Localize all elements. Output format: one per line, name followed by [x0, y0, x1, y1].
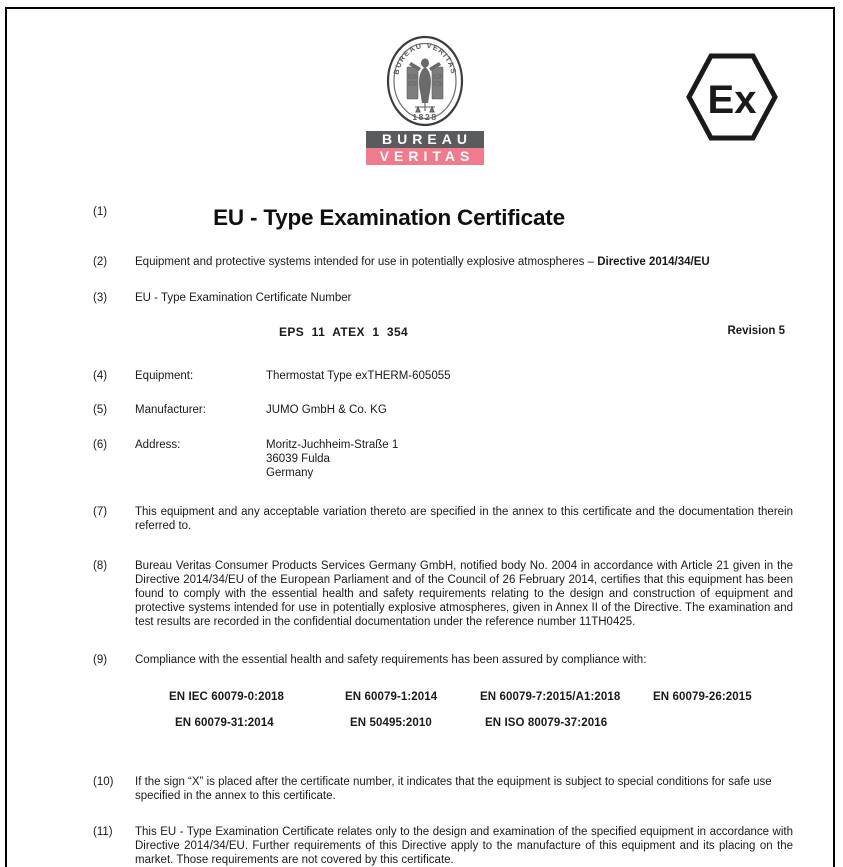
clause-9 [7, 653, 833, 667]
ex-mark-text: Ex [707, 78, 757, 122]
address-value [266, 438, 793, 480]
revision-label: Revision 5 [727, 325, 785, 337]
clause-7-number: (7) [93, 506, 108, 518]
address-label: Address: [135, 439, 181, 451]
standard-item: EN 60079-31:2014 [175, 717, 274, 729]
standard-item: EN 50495:2010 [350, 717, 432, 729]
wordmark-veritas: VERITAS [366, 148, 484, 165]
clause-10-text: If the sign “X” is placed after the certificate number, it indicates that the equipment is subject to special conditions for safe use specified in the annex to this certificate. [135, 776, 772, 802]
clause-5-number: (5) [93, 404, 108, 416]
clause-3-text: EU - Type Examination Certificate Number [135, 292, 352, 304]
clause-11-number: (11) [93, 826, 113, 838]
standard-item: EN ISO 80079-37:2016 [485, 717, 608, 729]
clause-2-text: Equipment and protective systems intended for use in potentially explosive atmospheres – [135, 256, 598, 268]
bureau-veritas-wordmark [366, 131, 484, 165]
document-header [7, 9, 833, 177]
clause-3 [7, 291, 833, 305]
seal-year-text: 1828 [411, 112, 438, 122]
clause-8 [7, 559, 833, 629]
clause-1 [7, 205, 833, 239]
address-city: 36039 Fulda [266, 453, 330, 465]
clause-4-number: (4) [93, 370, 108, 382]
page-title: EU - Type Examination Certificate [213, 205, 565, 230]
clause-11-text: This EU - Type Examination Certificate relates only to the design and examination of the specified equipment in accordance with Directive 2014/34/EU. Further requirements of this Directive apply to the manufacture of this equipment and its placing on the market. Those requirements are not covered by this certificate. [135, 826, 793, 866]
address-country: Germany [266, 467, 314, 479]
standards-row-2 [135, 717, 793, 743]
wordmark-bureau: BUREAU [366, 131, 484, 148]
clause-10-number: (10) [93, 776, 114, 788]
equipment-value: Thermostat Type exTHERM-605055 [266, 370, 451, 382]
atex-ex-hexagon-icon [685, 51, 779, 143]
clause-6-number: (6) [93, 439, 108, 451]
standard-item: EN 60079-7:2015/A1:2018 [480, 691, 621, 703]
standard-item: EN 60079-1:2014 [345, 691, 438, 703]
clause-9-number: (9) [93, 654, 108, 666]
clause-2-directive: Directive 2014/34/EU [597, 256, 710, 268]
equipment-label: Equipment: [135, 370, 194, 382]
standard-item: EN IEC 60079-0:2018 [169, 691, 285, 703]
certificate-body [7, 205, 833, 867]
clause-4 [7, 369, 833, 383]
certificate-number-row [7, 325, 833, 341]
bureau-veritas-logo [362, 35, 487, 165]
address-street: Moritz-Juchheim-Straße 1 [266, 439, 399, 451]
clause-8-number: (8) [93, 560, 108, 572]
manufacturer-label: Manufacturer: [135, 404, 206, 416]
clause-2 [7, 255, 833, 269]
standard-item: EN 60079-26:2015 [653, 691, 752, 703]
clause-9-text: Compliance with the essential health and safety requirements has been assured by compliance with: [135, 654, 647, 666]
clause-11 [7, 825, 833, 867]
manufacturer-value: JUMO GmbH & Co. KG [266, 404, 387, 416]
clause-3-number: (3) [93, 292, 108, 304]
clause-10 [7, 775, 833, 803]
clause-5 [7, 403, 833, 417]
clause-7-text: This equipment and any acceptable variation thereto are specified in the annex to this certificate and the documentation therein referred to. [135, 506, 793, 532]
clause-2-number: (2) [93, 256, 108, 268]
certificate-page [5, 7, 835, 867]
svg-text:BUREAU VERITAS: BUREAU VERITAS [391, 40, 458, 76]
clause-6 [7, 438, 833, 480]
clause-1-number: (1) [93, 206, 108, 218]
standards-list [7, 691, 833, 743]
standards-row-1 [135, 691, 793, 717]
clause-7 [7, 505, 833, 533]
bureau-veritas-seal-icon [385, 35, 465, 127]
clause-8-text: Bureau Veritas Consumer Products Services Germany GmbH, notified body No. 2004 in accordance with Article 21 given in the Directive 2014/34/EU of the European Parliament and of the Council of 26 February 2014, certifies that this equipment has been found to comply with the essential health and safety requirements relating to the design and construction of equipment and protective systems intended for use in potentially explosive atmospheres, given in Annex II of the Directive. The examination and test results are recorded in the confidential documentation under the reference number 11TH0425. [135, 560, 793, 628]
certificate-number: EPS 11 ATEX 1 354 [279, 325, 409, 339]
